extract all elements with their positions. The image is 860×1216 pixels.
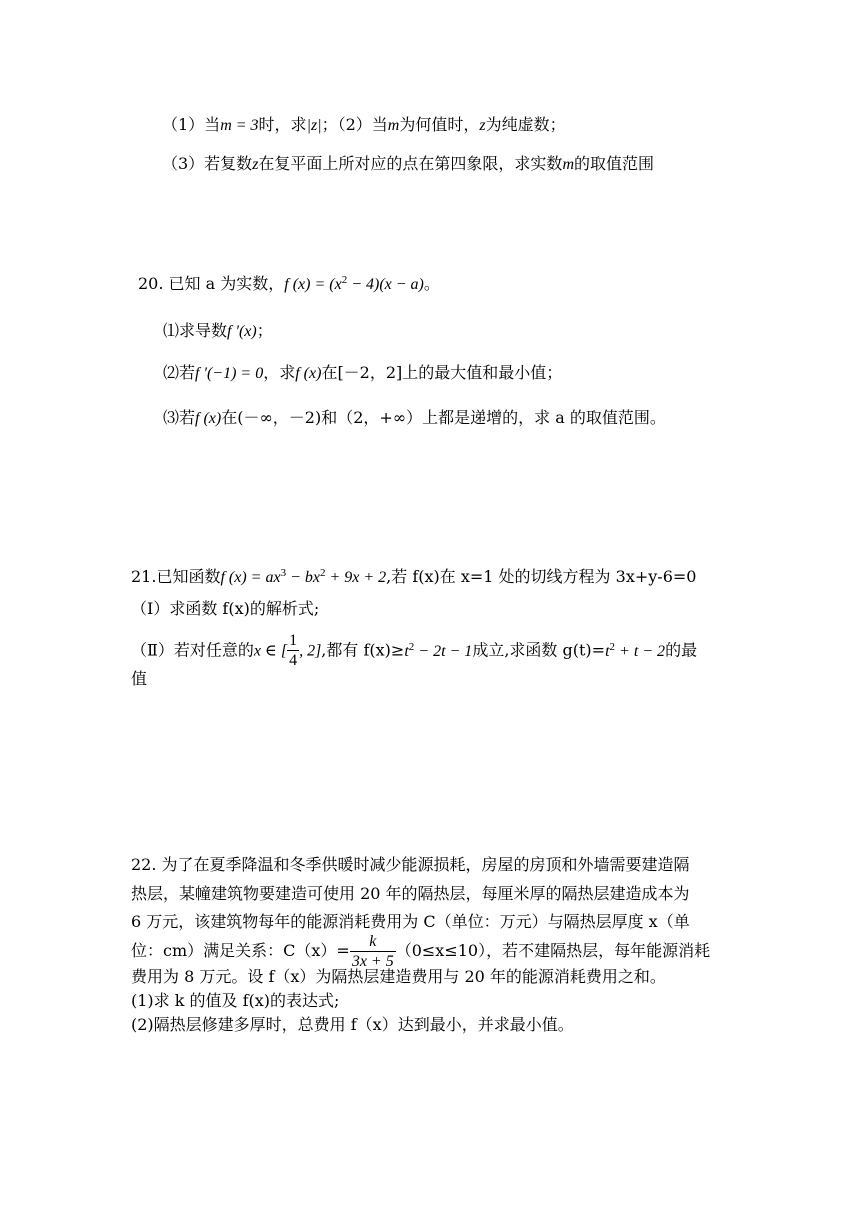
q22-l4-fraction	[350, 934, 396, 970]
q22-line2	[131, 883, 690, 905]
q19-l1-text-a: （1）当	[162, 115, 221, 134]
q22-line4	[131, 932, 710, 970]
q21-p2-text-a: （Ⅱ）若对任意的	[131, 640, 254, 660]
q20-p3-text-b: 在(－∞，－2)和（2，+∞）上都是递增的，求 a 的取值范围。	[221, 408, 666, 427]
q22-line5	[131, 966, 666, 988]
q21-p1-text: （Ⅰ）求函数 f(x)的解析式;	[131, 599, 320, 618]
q20-p2-text-c: 在[－2，2]上的最大值和最小值；	[321, 363, 563, 382]
q21-p2-frac-den: 4	[289, 652, 298, 669]
q22-line3	[131, 911, 690, 933]
q19-l2-text-a: （3）若复数	[162, 154, 253, 173]
q19-l1-text-b: 时，求	[258, 115, 307, 134]
q20-part3	[163, 407, 666, 430]
q19-l1-text-d: 为何值时，	[399, 115, 480, 134]
q22-part1	[131, 990, 339, 1012]
q21-p2-math-xin: x ∈ [	[253, 642, 288, 660]
q20-p3-text-a: ⑶若	[163, 408, 196, 427]
q20-p2-text-a: ⑵若	[163, 363, 196, 382]
q21-p2-math-interval-end: , 2]	[299, 642, 322, 660]
q21-p2-text-d: 的最	[665, 640, 698, 660]
q22-p2-text: (2)隔热层修建多厚时，总费用 f（x）达到最小，并求最小值。	[131, 1015, 574, 1034]
q20-p2-math-f: f (x)	[295, 365, 322, 382]
q21-p2-text-b: ,都有 f(x)≥	[321, 640, 405, 660]
q21-title-math: f $(x) = ax^3 - bx^2 + 9x + 2$	[220, 567, 387, 586]
q20-p1-text-a: ⑴求导数	[163, 321, 228, 340]
q20-title-math: f $(x) = (x^2 - 4)(x - a)$	[284, 274, 424, 293]
q22-l4-text-a: 位：cm）满足关系：C（x）=	[131, 941, 350, 960]
q20-p1-math: f ′(x)	[227, 323, 257, 340]
q19-l1-math-m: m	[387, 117, 400, 134]
q22-p1-text: (1)求 k 的值及 f(x)的表达式;	[131, 991, 340, 1010]
q21-p2-frac-num: 1	[289, 632, 298, 649]
q21-title-text-b: ,若 f(x)在 x=1 处的切线方程为 3x+y-6=0	[386, 567, 697, 586]
q21-p2-fraction	[287, 633, 299, 669]
q20-title-end: 。	[423, 274, 440, 293]
q19-l1-text-c: ；（2）当	[321, 115, 388, 134]
q22-l4-text-b: （0≤x≤10），若不建隔热层，每年能源消耗	[395, 941, 711, 960]
q22-l5-text: 费用为 8 万元。设 f（x）为隔热层建造费用与 20 年的能源消耗费用之和。	[131, 967, 666, 986]
q20-p1-text-b: ；	[256, 321, 273, 340]
q21-part2-cont	[131, 668, 147, 690]
q20-part2	[163, 362, 562, 385]
q19-line1	[162, 114, 566, 137]
q21-part1	[131, 598, 319, 620]
q22-l4-frac-den: 3x + 5	[351, 952, 394, 970]
q22-l4-frac-num: k	[350, 934, 396, 952]
q19-line2	[162, 153, 654, 176]
q19-l2-text-c: 的取值范围	[574, 154, 655, 173]
q22-line1	[131, 854, 690, 876]
q20-p2-math-fp: f ′(−1) = 0	[195, 365, 264, 382]
q21-title-text-a: 21.已知函数	[131, 567, 221, 586]
q20-p2-text-b: ，求	[263, 363, 296, 382]
q22-part2	[131, 1014, 574, 1036]
q20-part1	[163, 320, 273, 343]
q21-p2-math-g: $t^2 + t - 2$	[605, 640, 666, 660]
q19-l1-math-m-eq: m = 3	[220, 117, 259, 134]
q21-p2-math-t: $t^2 - 2t - 1$	[404, 640, 473, 660]
q22-l2-text: 热层，某幢建筑物要建造可使用 20 年的隔热层，每厘米厚的隔热层建造成本为	[131, 884, 690, 903]
q21-p2-cont-text: 值	[131, 669, 148, 688]
q21-part2	[131, 633, 697, 669]
q20-p3-math-f: f (x)	[195, 410, 222, 427]
q19-l1-text-e: 为纯虚数；	[485, 115, 566, 134]
q22-l3-text: 6 万元，该建筑物每年的能源消耗费用为 C（单位：万元）与隔热层厚度 x（单	[131, 912, 690, 931]
q19-l2-math-m: m	[562, 156, 574, 173]
q21-title	[131, 566, 696, 589]
q19-l2-math-z: z	[252, 156, 259, 173]
q22-l1-text: 22. 为了在夏季降温和冬季供暖时减少能源损耗，房屋的房顶和外墙需要建造隔	[131, 855, 690, 874]
q21-p2-text-c: 成立,求函数 g(t)=	[472, 640, 606, 660]
q19-l2-text-b: 在复平面上所对应的点在第四象限，求实数	[258, 154, 563, 173]
q20-title-text: 20. 已知 a 为实数，	[138, 274, 285, 293]
q19-l1-math-z: z	[479, 117, 486, 134]
q19-l1-math-abs-z: |z|	[306, 117, 322, 134]
q20-title	[138, 273, 440, 296]
